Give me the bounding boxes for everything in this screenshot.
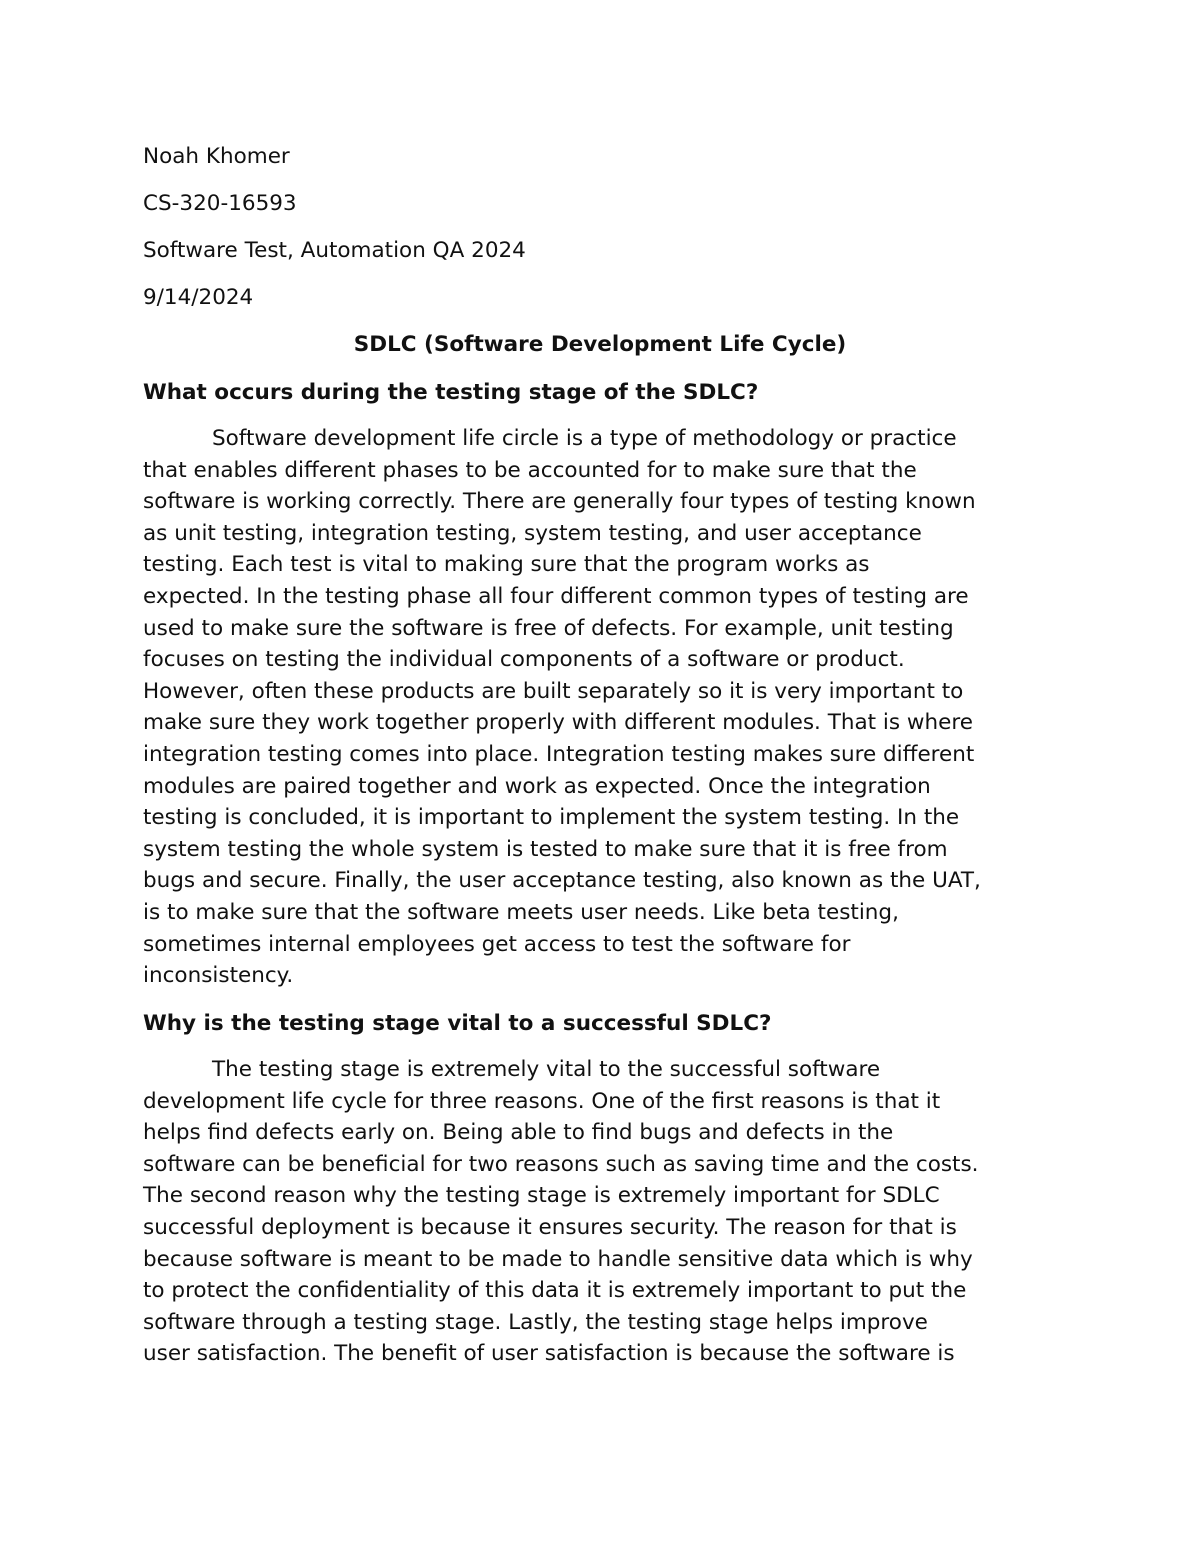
- paragraph-line: expected. In the testing phase all four different common types of testing are: [143, 583, 969, 609]
- paragraph-line: user satisfaction. The benefit of user satisfaction is because the software is: [143, 1341, 955, 1367]
- paragraph-line: to protect the confidentiality of this data it is extremely important to put the: [143, 1278, 967, 1304]
- paragraph-line: inconsistency.: [143, 963, 294, 989]
- paragraph-line: sometimes internal employees get access to test the software for: [143, 931, 851, 957]
- paragraph-line: focuses on testing the individual components of a software or product.: [143, 647, 905, 673]
- paragraph-line: used to make sure the software is free of defects. For example, unit testing: [143, 615, 954, 641]
- paragraph-line: modules are paired together and work as expected. Once the integration: [143, 773, 931, 799]
- paragraph-line: as unit testing, integration testing, system testing, and user acceptance: [143, 520, 922, 546]
- paragraph-line: testing is concluded, it is important to implement the system testing. In the: [143, 805, 960, 831]
- section-heading-testing-stage: What occurs during the testing stage of the SDLC?: [143, 380, 759, 405]
- course-code: CS-320-16593: [143, 191, 297, 216]
- paragraph-line: software is working correctly. There are generally four types of testing known: [143, 489, 976, 515]
- paragraph-line: make sure they work together properly with different modules. That is where: [143, 710, 973, 736]
- author-name: Noah Khomer: [143, 144, 290, 169]
- paragraph-line: bugs and secure. Finally, the user acceptance testing, also known as the UAT,: [143, 868, 981, 894]
- paragraph-line: is to make sure that the software meets user needs. Like beta testing,: [143, 899, 899, 925]
- paragraph-line: because software is meant to be made to handle sensitive data which is why: [143, 1246, 973, 1272]
- paragraph-line: testing. Each test is vital to making sure that the program works as: [143, 552, 870, 578]
- paragraph-line: development life cycle for three reasons. One of the first reasons is that it: [143, 1088, 941, 1114]
- document-title: SDLC (Software Development Life Cycle): [353, 332, 847, 357]
- paragraph-line: However, often these products are built separately so it is very important to: [143, 678, 964, 704]
- paragraph-line: helps find defects early on. Being able to find bugs and defects in the: [143, 1120, 894, 1146]
- section-heading-why-testing-vital: Why is the testing stage vital to a successful SDLC?: [143, 1011, 772, 1036]
- paragraph-line: integration testing comes into place. Integration testing makes sure different: [143, 741, 975, 767]
- paragraph-line: software can be beneficial for two reasons such as saving time and the costs.: [143, 1151, 979, 1177]
- paragraph-why-testing-vital: [143, 1054, 1063, 1370]
- class-name: Software Test, Automation QA 2024: [143, 238, 526, 263]
- paragraph-line: Software development life circle is a type of methodology or practice: [212, 426, 957, 451]
- paragraph-line: successful deployment is because it ensures security. The reason for that is: [143, 1214, 957, 1240]
- paragraph-line: system testing the whole system is tested to make sure that it is free from: [143, 836, 948, 862]
- paragraph-testing-stage: [143, 423, 1063, 992]
- paragraph-line: The second reason why the testing stage is extremely important for SDLC: [143, 1183, 940, 1209]
- paragraph-line: that enables different phases to be accounted for to make sure that the: [143, 457, 917, 483]
- paragraph-line: software through a testing stage. Lastly, the testing stage helps improve: [143, 1309, 928, 1335]
- paragraph-line: The testing stage is extremely vital to the successful software: [212, 1057, 881, 1082]
- document-date: 9/14/2024: [143, 285, 254, 310]
